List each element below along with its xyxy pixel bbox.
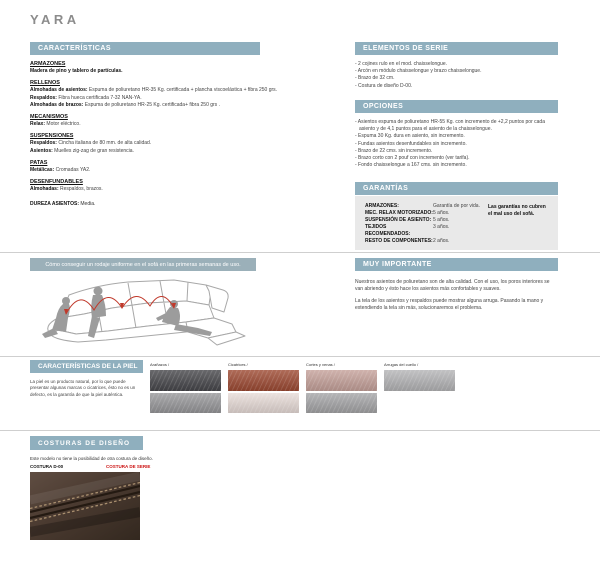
swatch-image (306, 393, 377, 413)
section-elementos-de-serie (355, 42, 558, 90)
section-piel (30, 360, 143, 373)
dureza-label: DUREZA ASIENTOS: (30, 201, 79, 207)
swatch-image (150, 393, 221, 413)
section-opciones (355, 100, 558, 169)
swatch-image (306, 370, 377, 391)
spec-group-armazones (30, 61, 340, 76)
spec-group-title: PATAS (30, 159, 48, 166)
list-item: - Espuma 30 Kg. dura en asiento, sin incremento. (355, 133, 465, 140)
costuras-note: Este modelo no tiene la posibilidad de otra costura de diseño. (30, 456, 153, 461)
list-item: - Brazo de 32 cm. (355, 75, 395, 82)
page-title: YARA (30, 12, 80, 27)
costura-de-serie-label: COSTURA DE SERIE (106, 464, 151, 469)
spec-line: Respaldos: Fibra hueca certificada 7-32 NAN-YA. (30, 94, 142, 101)
section-muy-importante (355, 258, 558, 317)
dureza-asientos (30, 201, 340, 207)
spec-group-suspensiones (30, 133, 340, 155)
spec-line: Madera de pino y tablero de partículas. (30, 68, 123, 74)
spec-group-mecanismos (30, 114, 340, 129)
swatch-image (150, 370, 221, 391)
caracteristicas-content (30, 61, 340, 207)
garantia-value: 2 años. (433, 238, 450, 244)
piel-header: CARACTERÍSTICAS DE LA PIEL (30, 360, 143, 373)
spec-group-rellenos (30, 80, 340, 110)
spec-line: Respaldos: Cincha italiana de 80 mm. de alta calidad. (30, 140, 152, 146)
elementos-list (355, 61, 558, 90)
leather-stitch-photo (30, 472, 140, 540)
spec-group-title: DESENFUNDABLES (30, 178, 83, 185)
swatch-image (228, 393, 299, 413)
garantia-value: 5 años. (433, 210, 450, 216)
section-garantias (355, 182, 558, 250)
spec-line: Relax: Motor eléctrico. (30, 121, 81, 127)
garantia-value: Garantía de por vida. (433, 203, 480, 209)
dureza-value: Media. (78, 201, 96, 207)
spec-line: Almohadas: Respaldos, brazos. (30, 185, 103, 192)
garantias-note: Las garantías no cubren el mal uso del sofá. (488, 204, 546, 217)
list-item: - Costura de diseño D-00. (355, 82, 413, 89)
spec-group-patas (30, 160, 340, 175)
costuras-header: COSTURAS DE DISEÑO (30, 436, 143, 450)
paragraph: Nuestros asientos de poliuretano son de alta calidad. Con el uso, los poros interiores se van abriendo y ésto hace los asientos más confortables y suaves. (355, 279, 550, 292)
caracteristicas-header: CARACTERÍSTICAS (30, 42, 260, 55)
swatch-label: Cicatrices / (228, 362, 248, 367)
spec-group-desenfundables (30, 179, 340, 194)
leather-swatch-column (228, 362, 299, 413)
garantia-label: MEC. RELAX MOTORIZADO: (365, 210, 433, 216)
piel-text: La piel es un producto natural, por lo que puede presentar algunas marcas o cicatrices, ésto no es un defecto, es la garantía de que la piel auténtica. (30, 379, 136, 397)
leather-swatch-column (306, 362, 377, 413)
muy-importante-text (355, 279, 558, 312)
garantias-box (355, 196, 558, 250)
garantia-label: SUSPENSIÓN DE ASIENTO: (365, 217, 432, 223)
leather-swatches (150, 362, 460, 417)
muy-importante-header: MUY IMPORTANTE (355, 258, 558, 271)
paragraph: La tela de los asientos y respaldos puede mostrar alguna arruga. Pasando la mano y extendiendo la tela sin más, solucionaremos el problema. (355, 298, 544, 311)
list-item: - Fondo chaisselongue a 167 cms. sin incremento. (355, 162, 467, 169)
divider (0, 430, 600, 431)
leather-swatch-column (384, 362, 455, 413)
leather-swatch-column (150, 362, 221, 413)
list-item: - 2 cojines rulo en el mod. chaisselongue. (355, 61, 447, 67)
sofa-outline (48, 280, 245, 345)
list-item: - Brazo de 22 cms. sin incremento. (355, 147, 433, 154)
divider (0, 356, 600, 357)
spec-group-title: MECANISMOS (30, 114, 68, 120)
sofa-illustration (36, 274, 254, 350)
divider (0, 252, 600, 253)
garantia-label: TEJIDOS RECOMENDADOS: (365, 224, 411, 237)
spec-group-title: RELLENOS (30, 80, 60, 86)
spec-line: Almohadas de brazos: Espuma de poliuretano HR-25 Kg. certificada+ fibra 250 grs . (30, 102, 220, 108)
list-item: - Brazo corto con 2 pouf con incremento (ver tarifa). (355, 155, 470, 162)
elementos-header: ELEMENTOS DE SERIE (355, 42, 558, 55)
spec-group-title: ARMAZONES (30, 61, 66, 67)
swatch-label: Arañazos / (150, 362, 170, 367)
garantia-label: RESTO DE COMPONENTES: (365, 238, 433, 244)
swatch-image (228, 370, 299, 391)
opciones-header: OPCIONES (355, 100, 558, 113)
garantias-header: GARANTÍAS (355, 182, 558, 195)
swatch-image (384, 370, 455, 391)
garantia-value: 5 años. (433, 217, 450, 223)
list-item: - Arcón en módulo chaisselongue y brazo chaisselongue. (355, 68, 482, 75)
garantia-row (365, 217, 552, 224)
list-item: - Fundas asientos desenfundables sin incremento. (355, 140, 467, 147)
opciones-list (355, 119, 558, 169)
garantia-row (365, 224, 552, 238)
rodaje-banner: Cómo conseguir un rodaje uniforme en el sofá en las primeras semanas de uso. (30, 258, 256, 271)
garantia-value: 3 años. (433, 224, 450, 230)
garantia-label: ARMAZONES: (365, 203, 399, 209)
swatch-label: Cortes y venas / (306, 362, 335, 367)
list-item: - Asientos espuma de poliuretano HR-55 Kg. con incremento de +2,2 puntos por cada asiento y de 4,1 puntos para el asiento de la chaisselongue. (355, 119, 545, 133)
section-costuras (30, 436, 143, 450)
spec-line: Metálicas: Cromadas YA2. (30, 166, 91, 173)
garantia-row (365, 238, 552, 245)
swatch-label: Arrugas del cuello / (384, 362, 419, 367)
costura-d00-label: COSTURA D-00 (30, 464, 64, 469)
section-caracteristicas (30, 42, 340, 207)
spec-line: Almohadas de asientos: Espuma de poliuretano HR-35 Kg. certificada + plancha viscoelástica + fibra 250 grs. (30, 87, 278, 93)
spec-group-title: SUSPENSIONES (30, 133, 74, 139)
spec-line: Asientos: Muelles zig-zag de gran resistencia. (30, 147, 134, 154)
